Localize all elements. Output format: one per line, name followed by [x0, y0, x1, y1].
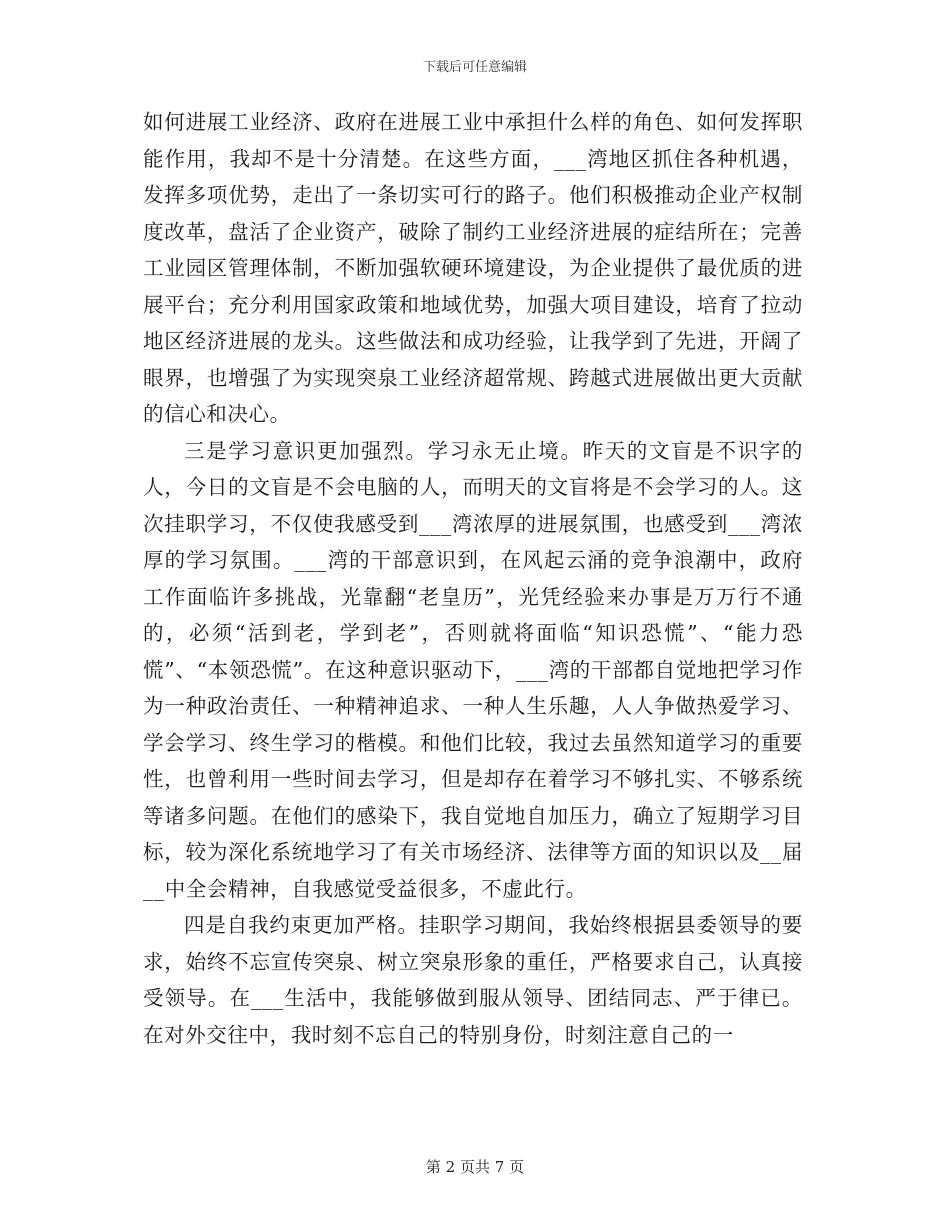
- page-header: 下载后可任意编辑: [422, 60, 527, 75]
- paragraph-1: 如何进展工业经济、政府在进展工业中承担什么样的角色、如何发挥职能作用，我却不是十分清楚。在这些方面，___湾地区抓住各种机遇，发挥多项优势，走出了一条切实可行的路子。他们积极推动企业产权制度改革，盘活了企业资产，破除了制约工业经济进展的症结所在；完善工业园区管理体制，不断加强软硬环境建设，为企业提供了最优质的进展平台；充分利用国家政策和地域优势，加强大项目建设，培育了拉动地区经济进展的龙头。这些做法和成功经验，让我学到了先进，开阔了眼界，也增强了为实现突泉工业经济超常规、跨越式进展做出更大贡献的信心和决心。: [143, 110, 803, 426]
- paragraph-3: 四是自我约束更加严格。挂职学习期间，我始终根据县委领导的要求，始终不忘宣传突泉、树立突泉形象的重任，严格要求自己，认真接受领导。在___生活中，我能够做到服从领导、团结同志、严于律已。在对外交往中，我时刻不忘自己的特别身份，时刻注意自己的一: [143, 913, 803, 1047]
- page-footer: 第 2 页共 7 页: [425, 1158, 525, 1176]
- document-body: [143, 104, 803, 1053]
- paragraph-2: 三是学习意识更加强烈。学习永无止境。昨天的文盲是不识字的人，今日的文盲是不会电脑的人，而明天的文盲将是不会学习的人。这次挂职学习，不仅使我感受到___湾浓厚的进展氛围，也感受到___湾浓厚的学习氛围。___湾的干部意识到，在风起云涌的竞争浪潮中，政府工作面临许多挑战，光靠翻“老皇历”，光凭经验来办事是万万行不通的，必须“活到老，学到老”，否则就将面临“知识恐慌”、“能力恐慌”、“本领恐慌”。在这种意识驱动下，___湾的干部都自觉地把学习作为一种政治责任、一种精神追求、一种人生乐趣，人人争做热爱学习、学会学习、终生学习的楷模。和他们比较，我过去虽然知道学习的重要性，也曾利用一些时间去学习，但是却存在着学习不够扎实、不够系统等诸多问题。在他们的感染下，我自觉地自加压力，确立了短期学习目标，较为深化系统地学习了有关市场经济、法律等方面的知识以及__届__中全会精神，自我感觉受益很多，不虚此行。: [143, 438, 803, 901]
